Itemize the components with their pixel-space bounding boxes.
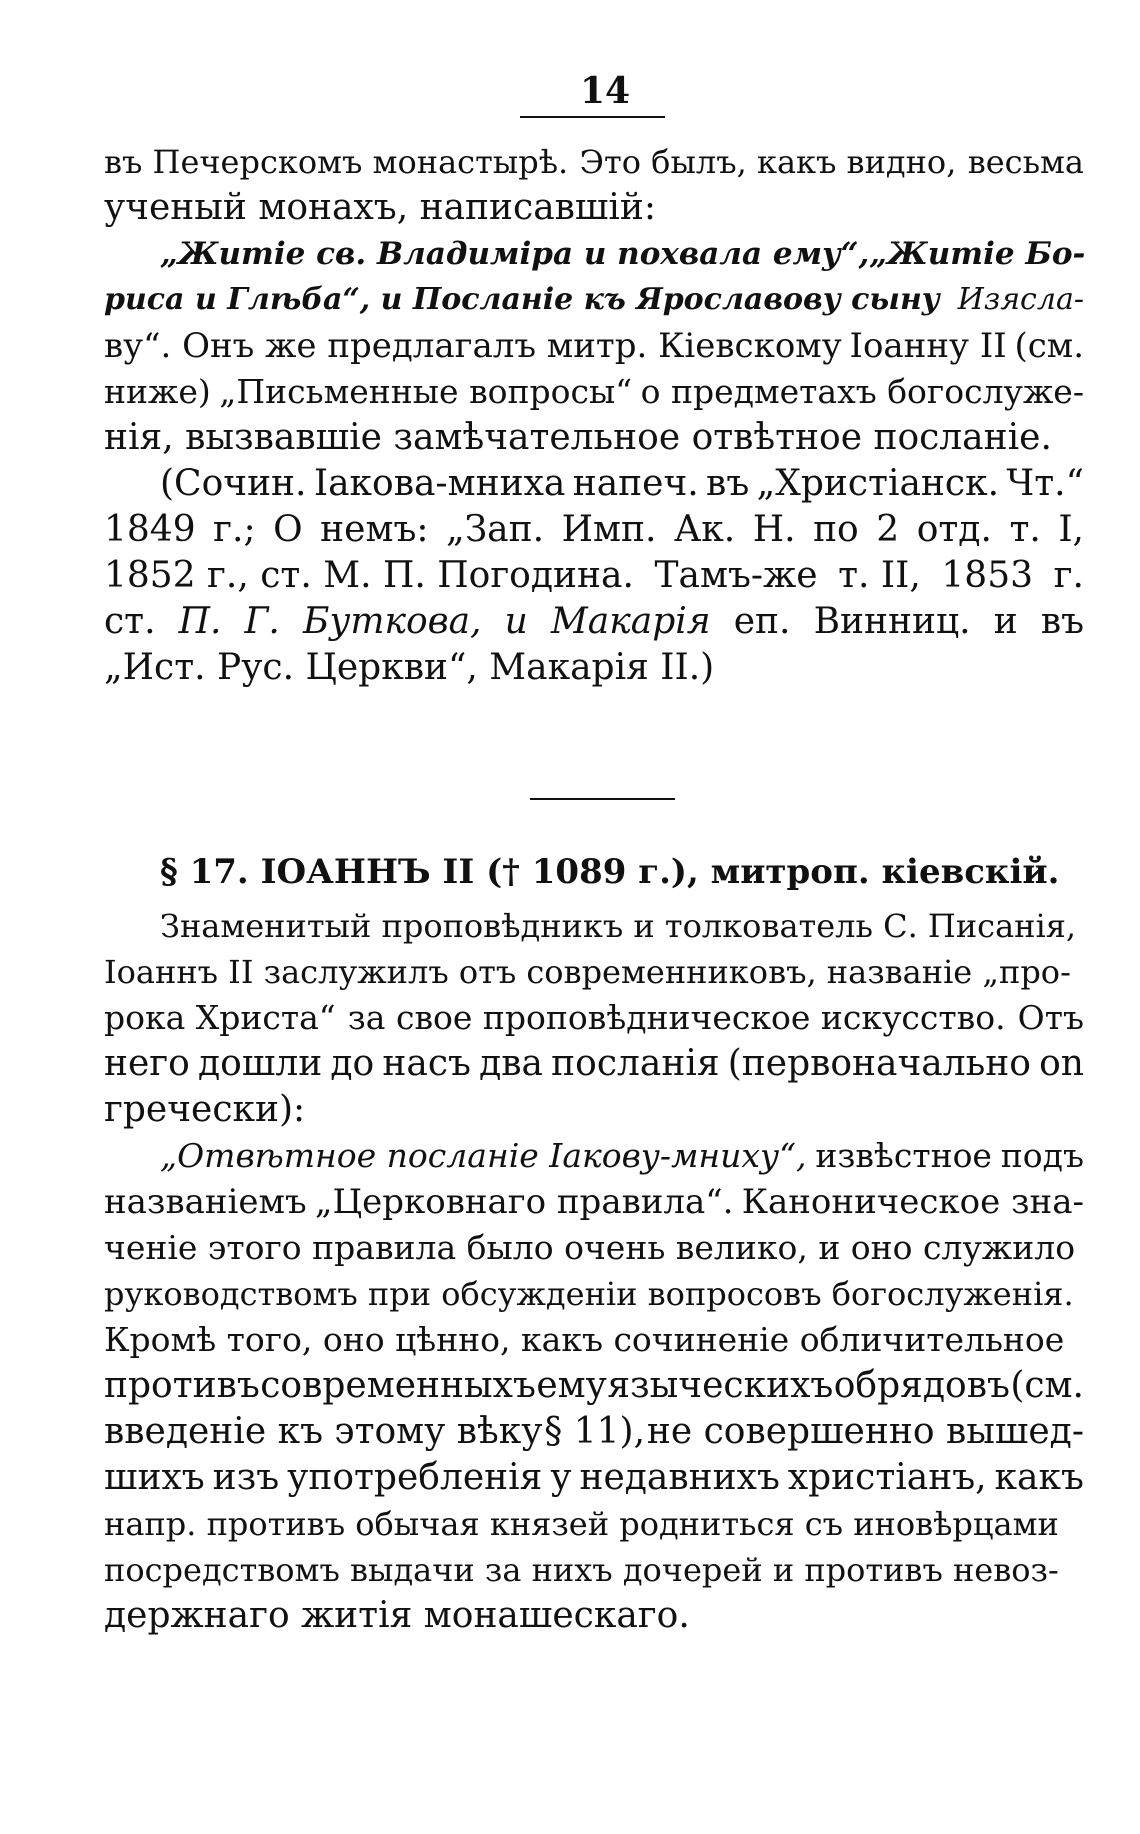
section-heading: § 17. ІОАННЪ II († 1089 г.), митроп. кіевскій. xyxy=(160,852,1060,892)
text-line: Іоаннъ II заслужилъ отъ современниковъ, названіе „про- xyxy=(104,953,1071,991)
page-number: 14 xyxy=(580,70,631,112)
text-line: (Сочин. Іакова-мниха напеч. въ „Христіанск. Чт.“ xyxy=(160,463,1084,504)
text-line: названіемъ „Церковнаго правила“. Каноническое зна- xyxy=(104,1182,1084,1222)
text-line: въ Печерскомъ монастырѣ. Это былъ, какъ видно, весьма xyxy=(104,143,1084,181)
text-line: гречески): xyxy=(104,1089,306,1130)
text-line: введеніе къ этому вѣку § 11), не совершенно вышед- xyxy=(104,1411,1084,1452)
text-line: ученый монахъ, написавшій: xyxy=(104,187,657,228)
section-divider xyxy=(530,798,675,800)
text-line: него дошли до насъ два посланія (первоначально on xyxy=(104,1043,1084,1084)
text-line: 1849 г.; О немъ: „Зап. Имп. Ак. Н. по 2 отд. т. I, xyxy=(104,509,1084,550)
text-line: руководствомъ при обсужденіи вопросовъ богослуженія. xyxy=(104,1275,1074,1313)
text-line: ст. П. Г. Буткова, и Макарія еп. Винниц. и въ xyxy=(104,601,1084,642)
text-line: „Житіе св. Владиміра и похвала ему“, „Житіе Бо- xyxy=(160,236,1086,272)
text-line: шихъ изъ употребленія у недавнихъ христіанъ, какъ xyxy=(104,1457,1084,1498)
text-line: Знаменитый проповѣдникъ и толкователь С. Писанія, xyxy=(160,907,1077,945)
text-line: ву“. Онъ же предлагалъ митр. Кіевскому Іоанну II (см. xyxy=(104,326,1084,366)
text-line: рока Христа“ за свое проповѣдническое искусство. Отъ xyxy=(104,998,1084,1037)
page-number-rule xyxy=(520,116,665,118)
text-line: 1852 г., ст. М. П. Погодина. Тамъ-же т. II, 1853 г. xyxy=(104,555,1084,596)
text-line: Кромѣ того, оно цѣнно, какъ сочиненіе обличительное xyxy=(104,1320,1065,1359)
text-line: посредствомъ выдачи за нихъ дочерей и противъ невоз- xyxy=(104,1551,1059,1589)
text-line: „Отвѣтное посланіе Іакову-мниху“, извѣстное подъ xyxy=(160,1136,1084,1175)
text-line: держнаго житія монашескаго. xyxy=(104,1595,690,1636)
text-line: риса и Глѣба“, и Посланіе къ Ярославову сыну Изясла- xyxy=(104,282,1084,317)
text-line: напр. противъ обычая князей родниться съ иновѣрцами xyxy=(104,1505,1059,1543)
text-line: ченіе этого правила было очень велико, и оно служило xyxy=(104,1228,1076,1267)
text-line: нія, вызвавшіе замѣчательное отвѣтное посланіе. xyxy=(104,417,1052,458)
text-line: ниже) „Письменные вопросы“ о предметахъ богослуже- xyxy=(104,372,1084,411)
text-line: „Ист. Рус. Церкви“, Макарія II.) xyxy=(104,647,715,688)
text-line: противъ современныхъ ему языческихъ обрядовъ (см. xyxy=(104,1365,1084,1406)
